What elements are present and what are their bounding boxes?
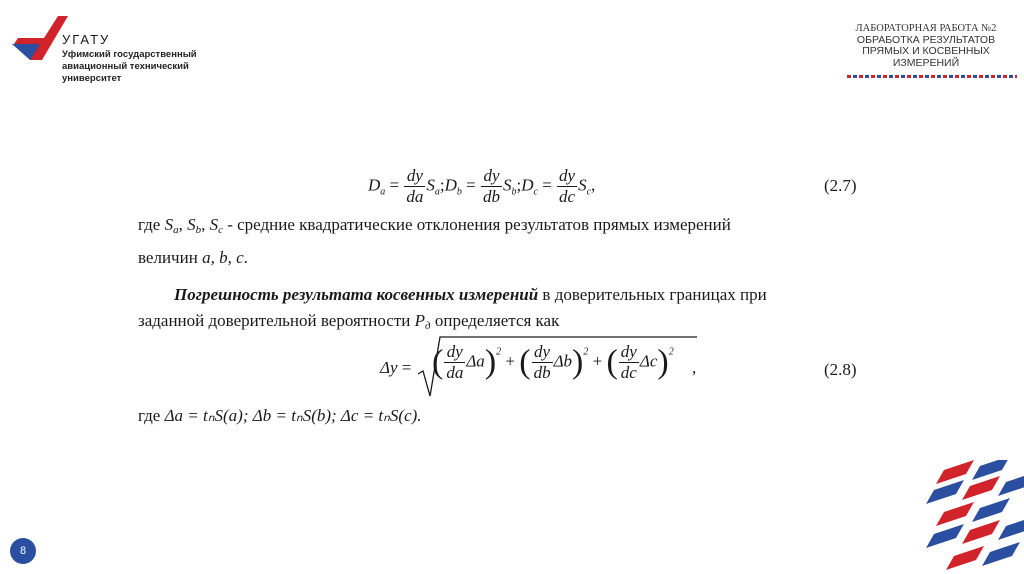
university-abbreviation: УГАТУ xyxy=(62,32,111,47)
bold-term: Погрешность результата косвенных измерений xyxy=(174,285,539,304)
lab-title: ЛАБОРАТОРНАЯ РАБОТА №2 ОБРАБОТКА РЕЗУЛЬТАТОВ ПРЯМЫХ И КОСВЕННЫХ ИЗМЕРЕНИЙ xyxy=(855,23,997,69)
equation-2-7: $D_a$ = $\frac{dy}{da}$ $S_a;D_b$ = $\frac{dy}{db}$ $S_b;D_c$ = $\frac{dy}{dc}$ $S_c$, xyxy=(368,166,596,206)
equation-number-2-7: (2.7) xyxy=(824,176,857,195)
page-number: 8 xyxy=(10,538,36,564)
paragraph-2: Погрешность результата косвенных измерений в доверительных границах при xyxy=(174,285,767,304)
university-full-name: Уфимский государственный авиационный технический университет xyxy=(62,49,197,84)
header-stripe xyxy=(847,75,1017,78)
paragraph-2-line-2: заданной доверительной вероятности Pд определяется как xyxy=(138,311,560,332)
equation-2-8-comma: , xyxy=(692,358,697,377)
decorative-flags xyxy=(914,460,1024,574)
equation-2-8-lhs: Δy = xyxy=(380,358,412,377)
equation-number-2-8: (2.8) xyxy=(824,360,857,379)
paragraph-1: где Sa, Sb, Sc - средние квадратические отклонения результатов прямых измерений величин a, b, c. xyxy=(138,215,731,267)
paragraph-3: где Δa = tₙS(a); Δb = tₙS(b); Δc = tₙS(c). xyxy=(138,406,422,425)
equation-2-8-rhs: ( $\frac{dy}{da}$ Δa)$^2$ + ( $\frac{dy}{db}$ Δb)$^2$ + ( $\frac{dy}{dc}$ Δc)$^2$ xyxy=(432,342,674,382)
university-name xyxy=(62,32,197,85)
delta-formula: Δa = tₙS(a); Δb = tₙS(b); Δc = tₙS(c). xyxy=(164,406,422,425)
